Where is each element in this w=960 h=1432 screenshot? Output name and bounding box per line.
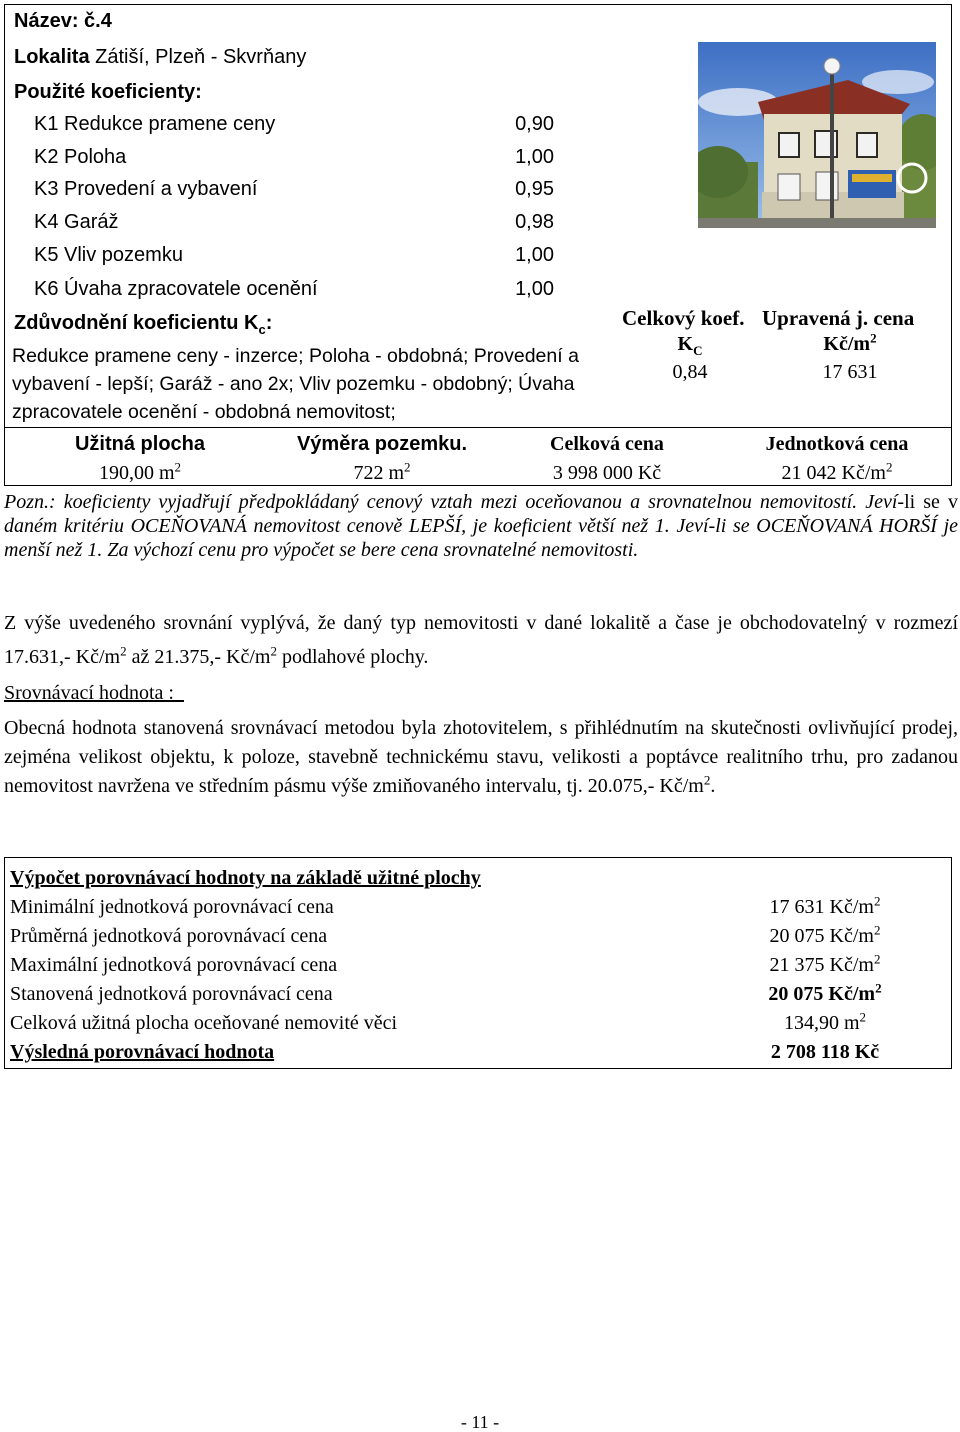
coefficient-row-k1 [34, 112, 554, 136]
coefficient-name: K2 Poloha [34, 146, 127, 168]
coefficient-row-k3 [34, 177, 554, 201]
col-header-total-price: Celková cena [550, 433, 664, 455]
justification-title: Zdůvodnění koeficientu $K_c$: [14, 312, 273, 337]
comparative-value-heading: Srovnávací hodnota : [4, 682, 184, 704]
property-photo [698, 42, 936, 228]
total-coefficient-value: 0,84 [672, 361, 708, 383]
adjusted-price-value: 17 631 [822, 361, 878, 383]
page-number: - 11 - [460, 1412, 500, 1432]
adjusted-price-label: Upravená j. cena [762, 306, 915, 330]
calculation-result-row: Výsledná porovnávací hodnota 2 708 118 Kč [10, 1041, 880, 1063]
unit-price-value: 21 042 $Kč/m^2$ [781, 459, 893, 484]
coefficient-name: K5 Vliv pozemku [34, 244, 183, 266]
coefficient-value: 1,00 [515, 146, 554, 168]
property-name: Název: č.4 [14, 10, 112, 32]
coefficient-note: Pozn.: koeficienty vyjadřují předpokládaný cenový vztah mezi oceňovanou a srovnatelnou nemovitostí. Jeví-li se v daném kritériu OCEŇOVANÁ nemovitost cenově LEPŠÍ, je koeficient větší než 1. Jeví-li se OCEŇOVANÁ HORŠÍ je menší než 1. Za výchozí cenu pro výpočet se bere cena srovnatelné nemovitosti. [4, 491, 958, 561]
calculation-row-set: Stanovená jednotková porovnávací cena 20 075 $Kč/m^2$ [10, 980, 882, 1005]
calculation-row-area: Celková užitná plocha oceňované nemovité věci 134,90 $m^2$ [10, 1009, 867, 1034]
table-divider [4, 427, 952, 428]
coefficient-name: K1 Redukce pramene ceny [34, 113, 276, 135]
coefficient-value: 0,95 [515, 178, 554, 200]
adjusted-price-unit: $Kč/m^2$ [823, 330, 877, 355]
coefficient-row-k6 [34, 277, 554, 301]
coefficient-value: 0,98 [515, 211, 554, 233]
coefficient-value: 1,00 [515, 244, 554, 266]
coefficient-name: K3 Provedení a vybavení [34, 178, 258, 200]
coefficient-row-k2 [34, 145, 554, 169]
locality-value: Zátiší, Plzeň - Skvrňany [89, 46, 307, 68]
calculation-row-avg: Průměrná jednotková porovnávací cena 20 075 $Kč/m^2$ [10, 922, 881, 947]
col-header-plot-area: Výměra pozemku. [296, 433, 468, 455]
usable-area-value: 190,00 $m^2$ [98, 459, 182, 484]
calculation-row-max: Maximální jednotková porovnávací cena 21 375 $Kč/m^2$ [10, 951, 881, 976]
total-price-value: 3 998 000 Kč [552, 462, 662, 484]
total-coefficient-label: Celkový koef. [622, 306, 745, 330]
coefficient-name: K4 Garáž [34, 211, 119, 233]
range-paragraph: Z výše uvedeného srovnání vyplývá, že daný typ nemovitosti v dané lokalitě a čase je obchodovatelný v rozmezí 17.631,- $Kč/m^2$ až 21.375,- $Kč/m^2$ podlahové plochy. [4, 612, 958, 668]
calculation-row-min: Minimální jednotková porovnávací cena 17 631 $Kč/m^2$ [10, 893, 881, 918]
locality-line [14, 46, 306, 68]
coefficient-name: K6 Úvaha zpracovatele ocenění [34, 278, 318, 300]
coefficient-value: 1,00 [515, 278, 554, 300]
coefficient-row-k5 [34, 243, 554, 267]
coefficient-value: 0,90 [515, 113, 554, 135]
plot-area-value: 722 $m^2$ [353, 459, 411, 484]
coefficient-row-k4 [34, 210, 554, 234]
comparative-value-paragraph: Obecná hodnota stanovená srovnávací metodou byla zhotovitelem, s přihlédnutím na skutečnosti ovlivňující prodej, zejména velikost objektu, k poloze, stavebně technickému stavu, velikosti a poptávce realitního trhu, pro zadanou nemovitost navržena ve středním pásmu výše zmiňovaného intervalu, tj. 20.075,- $Kč/m^2$. [4, 717, 958, 797]
total-coefficient-symbol: $K_C$ [677, 333, 703, 358]
justification-text: Redukce pramene ceny - inzerce; Poloha - obdobná; Provedení a vybavení - lepší; Garáž - ano 2x; Vliv pozemku - obdobný; Úvaha zpracovatele ocenění - obdobná nemovitost; [12, 345, 579, 423]
col-header-usable-area: Užitná plocha [74, 433, 205, 455]
col-header-unit-price: Jednotková cena [765, 433, 909, 455]
locality-label: Lokalita [14, 46, 90, 68]
calculation-title: Výpočet porovnávací hodnoty na základě užitné plochy [10, 867, 481, 889]
house-photo-illustration [698, 42, 936, 228]
coefficients-title: Použité koeficienty: [14, 81, 202, 103]
